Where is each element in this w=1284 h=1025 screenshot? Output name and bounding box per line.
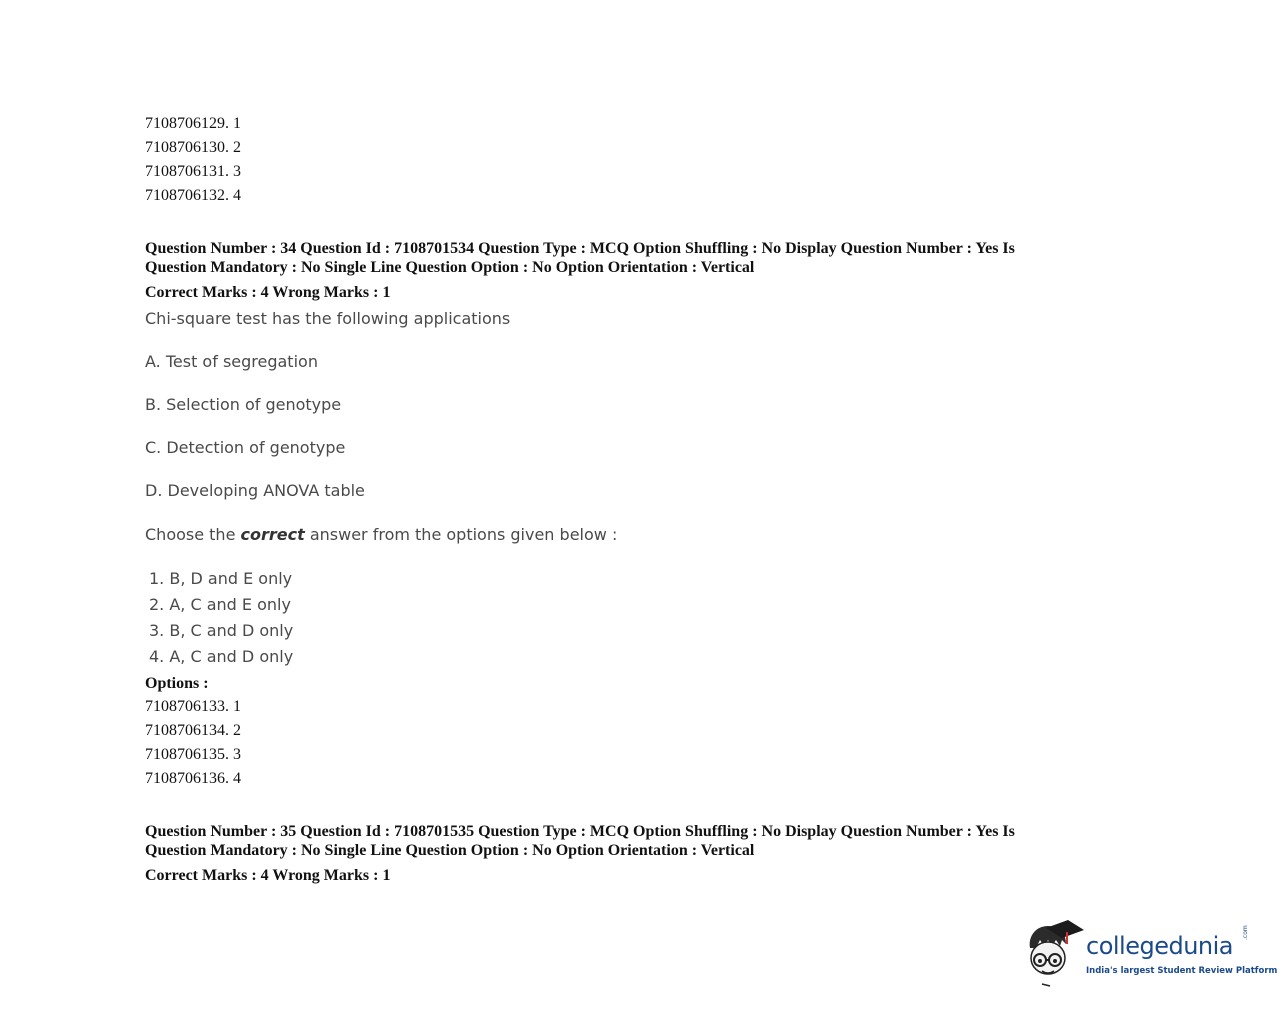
q34-option-2: 7108706134. 2: [145, 722, 241, 739]
prev-option-2: 7108706130. 2: [145, 139, 241, 156]
logo-com: .com: [1242, 925, 1249, 940]
logo-wordmark: collegedunia: [1086, 932, 1234, 960]
q34-instruction-emphasis: correct: [240, 525, 305, 544]
q34-choice-1: 1. B, D and E only: [149, 569, 293, 588]
q34-marks: Correct Marks : 4 Wrong Marks : 1: [145, 284, 391, 301]
prev-option-4: 7108706132. 4: [145, 187, 241, 204]
q34-statement-c: C. Detection of genotype: [145, 438, 346, 457]
q34-instruction: Choose the correct answer from the options given below :: [145, 525, 618, 544]
q34-choice-4: 4. A, C and D only: [149, 647, 294, 666]
q34-option-1: 7108706133. 1: [145, 698, 241, 715]
logo-tagline: India's largest Student Review Platform: [1086, 966, 1278, 976]
q34-choice-3: 3. B, C and D only: [149, 621, 294, 640]
q35-marks: Correct Marks : 4 Wrong Marks : 1: [145, 867, 391, 884]
q34-statement-a: A. Test of segregation: [145, 352, 318, 371]
q34-meta-line-1: Question Number : 34 Question Id : 7108701534 Question Type : MCQ Option Shuffling : No Display Question Number : Yes Is: [145, 240, 1015, 257]
q34-statement-b: B. Selection of genotype: [145, 395, 342, 414]
q34-choice-2: 2. A, C and E only: [149, 595, 291, 614]
q34-options-label: Options :: [145, 675, 209, 692]
q34-meta-line-2: Question Mandatory : No Single Line Question Option : No Option Orientation : Vertical: [145, 259, 755, 276]
q34-stem: Chi-square test has the following applications: [145, 309, 511, 328]
prev-option-3: 7108706131. 3: [145, 163, 241, 180]
q34-statement-d: D. Developing ANOVA table: [145, 481, 365, 500]
q35-meta-line-2: Question Mandatory : No Single Line Question Option : No Option Orientation : Vertical: [145, 842, 755, 859]
q34-option-3: 7108706135. 3: [145, 746, 241, 763]
collegedunia-logo: [1024, 918, 1278, 990]
prev-option-1: 7108706129. 1: [145, 115, 241, 132]
q34-option-4: 7108706136. 4: [145, 770, 241, 787]
q35-meta-line-1: Question Number : 35 Question Id : 7108701535 Question Type : MCQ Option Shuffling : No Display Question Number : Yes Is: [145, 823, 1015, 840]
mascot-icon: [1024, 918, 1086, 990]
